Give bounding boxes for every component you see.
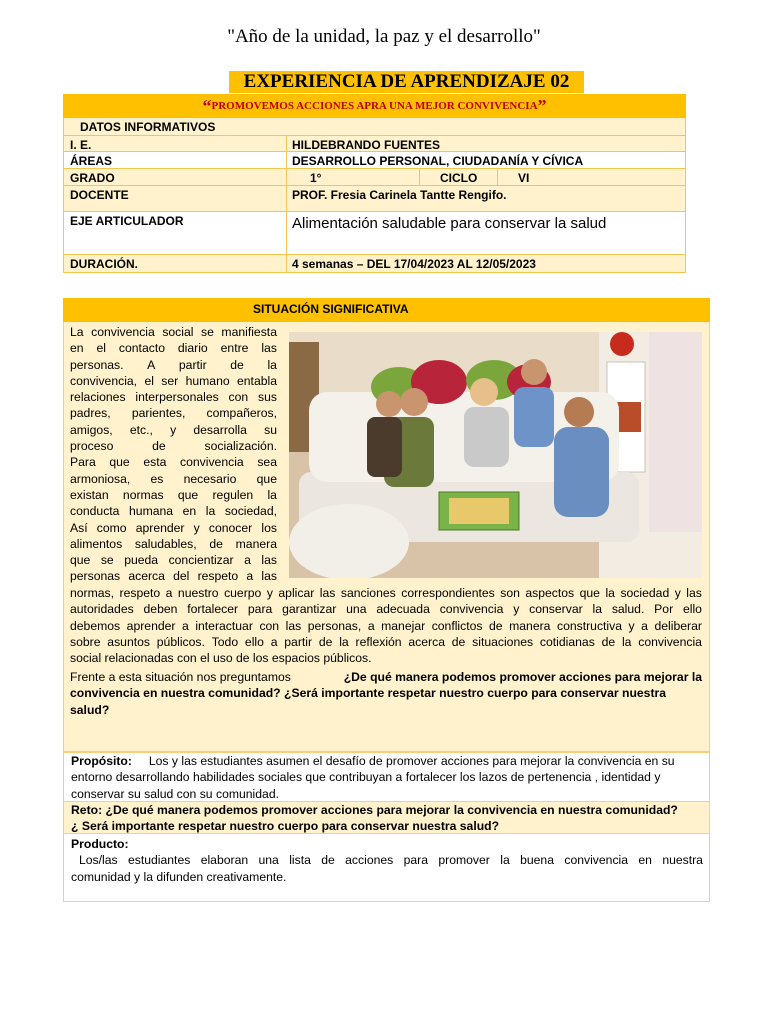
situacion-left-word: de: [152, 439, 166, 454]
situacion-full-word: sobre: [70, 634, 101, 649]
question-line-3: salud?: [70, 702, 110, 717]
situacion-full-word: aspectos: [525, 586, 575, 600]
situacion-left-word: de: [230, 357, 244, 372]
situacion-full-word: respeto: [119, 586, 161, 600]
situacion-full-word: a: [182, 618, 189, 633]
situacion-left-word: conducta: [70, 504, 120, 519]
proposito-label: Propósito:: [71, 754, 132, 768]
situacion-full-word: las: [319, 586, 336, 600]
ie-row: [63, 136, 686, 152]
situacion-left-word: a: [246, 569, 254, 584]
situacion-full-word: acerca: [408, 634, 445, 649]
situacion-full-word: normas,: [70, 586, 115, 600]
producto-word: estudiantes: [127, 853, 191, 868]
situacion-full-word: constructiva: [556, 618, 623, 633]
situacion-left-word: las: [261, 553, 277, 568]
situacion-full-word: salud.: [611, 602, 645, 617]
producto-word: acciones: [345, 853, 394, 868]
proposito-block: [71, 753, 703, 802]
situacion-left-word: relaciones: [70, 390, 126, 405]
ie-value: HILDEBRANDO FUENTES: [292, 138, 441, 152]
situacion-full-word: partir: [284, 634, 313, 649]
situacion-full-line: [70, 585, 702, 601]
situacion-left-word: humano: [185, 373, 230, 388]
situacion-left-word: proceso: [70, 439, 114, 454]
docente-value: PROF. Fresia Carinela Tantte Rengifo.: [292, 188, 507, 202]
situacion-full-line: social relacionadas con el uso de los espacios públicos.: [70, 651, 372, 666]
situacion-left-line: [70, 340, 277, 356]
situacion-full-word: una: [346, 602, 367, 617]
situacion-full-word: a: [270, 634, 278, 649]
situacion-full-word: conflictos: [431, 618, 483, 633]
situacion-left-line: [70, 422, 277, 438]
situacion-full-word: la: [605, 586, 615, 600]
situacion-left-line: [70, 568, 277, 584]
situacion-left-word: contacto: [118, 341, 165, 356]
producto-word: la: [500, 853, 510, 868]
situacion-full-word: a: [367, 618, 375, 633]
situacion-left-word: la: [205, 504, 216, 519]
situacion-full-word: asuntos: [107, 634, 150, 649]
proposito-line-1: Los y las estudiantes asumen el desafío de promover acciones para mejorar la convivencia en su: [148, 754, 675, 768]
situacion-left-word: de: [209, 536, 223, 551]
situacion-full-word: ello: [682, 602, 702, 617]
situacion-full-word: deliberar: [654, 618, 702, 633]
situacion-left-word: se: [100, 553, 114, 568]
situacion-full-word: para: [247, 602, 273, 617]
situacion-left-word: con: [228, 390, 249, 405]
situacion-full-word: y: [266, 586, 273, 600]
duracion-label: DURACIÓN.: [70, 257, 138, 271]
situacion-full-word: ello: [244, 634, 264, 649]
situacion-left-line: [70, 552, 277, 568]
situacion-left-word: sus: [258, 390, 277, 405]
year-motto: "Año de la unidad, la paz y el desarrollo": [227, 26, 541, 47]
situacion-full-word: a: [641, 618, 648, 633]
situacion-left-word: social: [162, 325, 194, 339]
situacion-full-word: fortalecer: [187, 602, 239, 617]
situacion-left-word: sociedad,: [224, 504, 277, 519]
situacion-full-word: convivencia: [439, 602, 504, 617]
situacion-left-word: como: [96, 520, 127, 535]
situacion-left-word: manifiesta: [221, 325, 277, 339]
question-line-1: ¿De qué manera podemos promover acciones para mejorar la: [343, 670, 702, 684]
situacion-left-word: compañeros,: [206, 406, 277, 421]
situacion-full-word: manera: [509, 618, 551, 633]
situacion-full-word: sanciones: [340, 586, 396, 600]
situacion-full-word: con: [259, 618, 280, 633]
eje-label: EJE ARTICULADOR: [70, 214, 184, 228]
situacion-full-word: nuestro: [177, 586, 219, 600]
situacion-full-word: cotidianas: [539, 634, 595, 649]
question-intro: Frente a esta situación nos preguntamos: [70, 670, 291, 684]
situacion-full-line: [70, 601, 702, 617]
situacion-left-line: [70, 357, 277, 373]
producto-label: Producto:: [71, 837, 129, 851]
situacion-left-word: el: [144, 373, 154, 388]
situacion-left-word: La: [70, 325, 84, 339]
situacion-left-line: [70, 536, 277, 552]
producto-word: convivencia: [564, 853, 629, 868]
situacion-full-word: manejar: [381, 618, 426, 633]
situacion-full-word: personas,: [307, 618, 362, 633]
situacion-left-word: los: [261, 520, 277, 535]
situacion-left-word: desarrolla: [193, 422, 247, 437]
producto-word: elaboran: [200, 853, 249, 868]
photo-illustration: [289, 332, 702, 578]
situacion-left-word: existan: [70, 487, 109, 502]
situacion-left-word: interpersonales: [135, 390, 219, 405]
areas-label: ÁREAS: [70, 154, 113, 168]
situacion-left-word: que: [256, 471, 277, 486]
situacion-left-word: humana: [129, 504, 174, 519]
producto-line-1-wrap: [71, 852, 703, 868]
situacion-full-word: correspondientes: [401, 586, 495, 600]
situacion-full-word: públicos.: [156, 634, 205, 649]
situacion-left-word: entabla: [237, 373, 277, 388]
situacion-left-word: a: [244, 553, 251, 568]
situacion-full-word: la: [621, 634, 632, 649]
situacion-full-word: situaciones: [472, 634, 534, 649]
situacion-left-line: [70, 438, 277, 454]
situacion-left-word: convivencia: [91, 325, 155, 339]
situacion-full-word: cuerpo: [224, 586, 262, 600]
situacion-left-line: [70, 520, 277, 536]
situacion-left-word: el: [96, 341, 106, 356]
producto-word: Los/las: [79, 853, 118, 868]
situacion-full-word: conservar: [529, 602, 583, 617]
family-board-game-photo: [289, 332, 702, 578]
situacion-left-word: partir: [178, 357, 207, 372]
situacion-full-word: reflexión: [355, 634, 402, 649]
situacion-full-word: y: [628, 618, 635, 633]
situacion-left-word: regulen: [212, 487, 254, 502]
situacion-left-word: que: [177, 487, 199, 502]
situacion-left-word: armoniosa,: [70, 471, 131, 486]
situacion-left-word: amigos,: [70, 422, 113, 437]
situacion-full-line: [70, 618, 702, 634]
reto-line-1: ¿De qué manera podemos promover acciones para mejorar la convivencia en nuestra comunidad?: [105, 803, 678, 817]
situacion-full-word: interactuar: [195, 618, 253, 633]
situacion-left-word: Así: [70, 520, 88, 535]
situacion-left-word: las: [261, 341, 277, 356]
situacion-left-word: y: [170, 422, 177, 437]
situacion-left-word: alimentos: [70, 536, 123, 551]
producto-word: buena: [520, 853, 554, 868]
close-quote: ”: [537, 96, 547, 116]
situacion-left-word: que: [70, 553, 91, 568]
reto-line-2: ¿ Será importante respetar nuestro cuerpo para conservar nuestra salud?: [71, 818, 500, 833]
situacion-full-word: de: [451, 634, 466, 649]
situacion-left-word: etc.,: [129, 422, 153, 437]
situacion-full-word: aprender: [126, 618, 176, 633]
producto-word: de: [321, 853, 335, 868]
situacion-left-word: esta: [143, 455, 167, 470]
eje-value: Alimentación saludable para conservar la salud: [292, 215, 607, 232]
question-line-2-wrap: [70, 685, 702, 701]
situacion-left-line: [70, 487, 277, 503]
situacion-full-word: de: [601, 634, 616, 649]
grado-value: 1°: [310, 171, 322, 185]
question-line-2: convivencia en nuestra comunidad? ¿Será importante respetar nuestro cuerpo para conservar nuestra: [70, 686, 667, 701]
situacion-full-word: Todo: [211, 634, 239, 649]
situacion-full-word: aplicar: [278, 586, 315, 600]
producto-word: nuestra: [662, 853, 703, 868]
producto-word: para: [403, 853, 429, 868]
situacion-left-word: se: [201, 325, 214, 339]
situacion-left-word: conocer: [208, 520, 253, 535]
situacion-left-word: acerca: [128, 569, 165, 584]
situacion-full-word: las: [285, 618, 302, 633]
areas-value: DESARROLLO PERSONAL, CIUDADANÍA Y CÍVICA: [292, 154, 584, 168]
situacion-full-word: garantizar: [282, 602, 337, 617]
duracion-value: 4 semanas – DEL 17/04/2023 AL 12/05/2023: [292, 257, 536, 271]
situacion-full-word: sociedad: [620, 586, 670, 600]
situacion-heading-text: SITUACIÓN SIGNIFICATIVA: [253, 302, 409, 316]
situacion-heading: [63, 298, 710, 322]
producto-word: promover: [438, 853, 490, 868]
situacion-full-word: y: [674, 586, 681, 600]
ciclo-value: VI: [518, 171, 530, 185]
situacion-left-line: [70, 503, 277, 519]
situacion-left-word: normas: [122, 487, 164, 502]
situacion-left-word: es: [150, 471, 164, 486]
situacion-left-word: pueda: [124, 553, 159, 568]
situacion-full-word: la: [339, 634, 349, 649]
situacion-left-word: y: [193, 520, 200, 535]
docente-row: [63, 186, 686, 212]
situacion-question: [70, 669, 702, 718]
open-quote: “: [202, 96, 212, 116]
situacion-full-word: Por: [654, 602, 674, 617]
reto-block: [64, 801, 709, 834]
situacion-full-word: debemos: [70, 618, 121, 633]
situacion-left-word: ser: [161, 373, 179, 388]
datos-section-row: [63, 118, 686, 136]
situacion-left-word: concientizar: [168, 553, 234, 568]
situacion-full-word: de: [489, 618, 503, 633]
proposito-line-3: conservar su salud con su comunidad.: [71, 786, 279, 801]
producto-word: lista: [289, 853, 311, 868]
situacion-left-word: respeto: [197, 569, 239, 584]
situacion-full-word: son: [500, 586, 520, 600]
situacion-full-word: la: [592, 602, 602, 617]
experience-subtitle: [63, 94, 686, 118]
situacion-full-word: deben: [143, 602, 178, 617]
situacion-left-word: del: [173, 569, 190, 584]
situacion-full-word: que: [579, 586, 600, 600]
situacion-left-word: convivencia,: [70, 373, 138, 388]
situacion-left-word: saludables,: [134, 536, 197, 551]
producto-word: una: [258, 853, 279, 868]
proposito-line-2: entorno desarrollando habilidades sociales que contribuyan a fortalecer los lazos de pertenencia , identidad y: [71, 770, 661, 785]
situacion-left-word: manera: [235, 536, 277, 551]
situacion-left-word: sea: [257, 455, 277, 470]
producto-line-2: comunidad y la difunden creativamente.: [71, 869, 287, 884]
situacion-full-line: [70, 634, 702, 650]
situacion-left-word: las: [261, 569, 277, 584]
producto-word: en: [638, 853, 652, 868]
situacion-left-word: su: [264, 422, 277, 437]
situacion-full-word: adecuada: [376, 602, 430, 617]
ie-label: I. E.: [70, 138, 92, 152]
situacion-full-word: de: [318, 634, 333, 649]
situacion-left-word: que: [109, 455, 130, 470]
situacion-left-word: parientes,: [131, 406, 186, 421]
situacion-left-line: [70, 389, 277, 405]
grado-label: GRADO: [70, 171, 115, 185]
situacion-left-word: aprender: [135, 520, 185, 535]
situacion-left-word: socialización.: [204, 439, 277, 454]
situacion-left-word: en: [70, 341, 84, 356]
situacion-left-word: personas: [70, 569, 121, 584]
datos-section-label: DATOS INFORMATIVOS: [80, 120, 216, 134]
experience-title: EXPERIENCIA DE APRENDIZAJE 02: [229, 71, 584, 93]
situacion-full-word: autoridades: [70, 602, 134, 617]
situacion-left-line: [70, 405, 277, 421]
situacion-left-word: convivencia: [180, 455, 244, 470]
situacion-left-word: personas.: [70, 357, 124, 372]
situacion-left-word: Para: [70, 455, 96, 470]
situacion-left-word: la: [267, 487, 277, 502]
producto-block: [71, 836, 703, 885]
situacion-full-word: convivencia: [638, 634, 702, 649]
situacion-full-text: [70, 585, 702, 666]
situacion-full-word: y: [513, 602, 520, 617]
situacion-left-word: la: [267, 357, 277, 372]
situacion-left-line: [70, 454, 277, 470]
subtitle-text: PROMOVEMOS ACCIONES APRA UNA MEJOR CONVIVENCIA: [211, 100, 538, 112]
proposito-reto-producto-box: [63, 752, 710, 902]
situacion-left-line: [70, 373, 277, 389]
reto-label: Reto:: [71, 803, 103, 817]
duracion-row: [63, 255, 686, 273]
datos-informativos-table: [63, 118, 686, 273]
situacion-left-word: A: [147, 357, 156, 372]
situacion-left-line: [70, 324, 277, 340]
situacion-left-line: [70, 471, 277, 487]
situacion-full-word: las: [686, 586, 702, 600]
areas-row: [63, 152, 686, 169]
situacion-full-word: a: [165, 586, 173, 600]
situacion-left-text: [70, 324, 277, 585]
eje-row: [63, 212, 686, 255]
situacion-left-word: necesario: [183, 471, 237, 486]
grado-row: [63, 169, 686, 186]
docente-label: DOCENTE: [70, 188, 129, 202]
situacion-left-word: diario: [177, 341, 208, 356]
situacion-left-word: entre: [220, 341, 249, 356]
ciclo-label: CICLO: [440, 171, 478, 185]
situacion-left-word: en: [182, 504, 197, 519]
situacion-left-word: padres,: [70, 406, 111, 421]
